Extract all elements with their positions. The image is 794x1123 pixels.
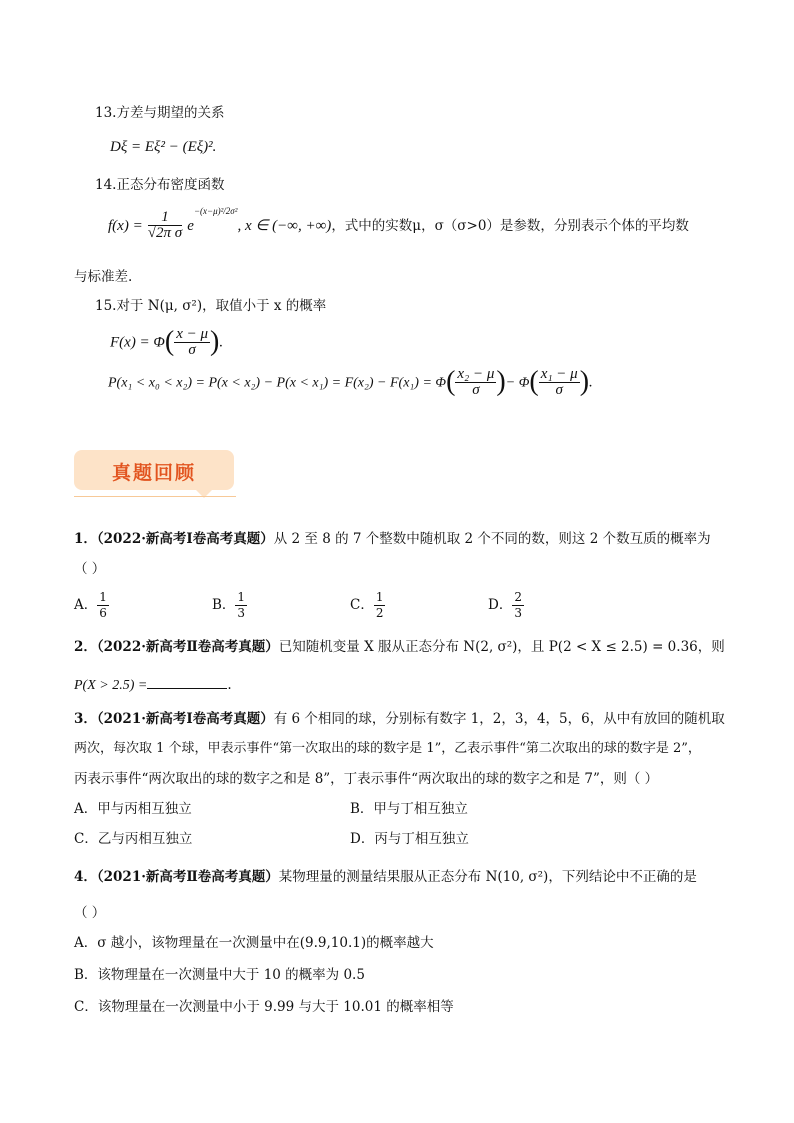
interval-probability-formula: P(x₁ < x₀ < x₂) = P(x < x₂) − P(x < x₁) = F(x₂) − F(x₁) = Φ( $\frac{\text{x₂ − μ}}{\sigma}$ )− Φ( $\frac{\text{x₁ − μ}}{\sigma}$ ). <box>108 365 593 398</box>
question-4 <box>74 868 697 886</box>
question-1-answer-paren: （ ） <box>74 561 106 577</box>
question-4-answer-paren: （ ） <box>74 905 106 921</box>
interval-fraction-1 <box>455 367 496 398</box>
interval-numerator-1: x₂ − μ <box>457 365 495 382</box>
density-exponent: −(x−μ)²/2σ² <box>193 205 238 216</box>
question-2-source: 2．（2022·新高考Ⅱ卷高考真题） <box>74 639 279 655</box>
cdf-formula: F(x) = Φ( $\frac{x - \mu}{\sigma}$ ). <box>110 325 224 358</box>
variance-formula: Dξ = Eξ² − (Eξ)². <box>110 139 217 155</box>
question-1-option-c <box>350 590 385 621</box>
question-4-text: 某物理量的测量结果服从正态分布 N(10, σ²)，下列结论中不正确的是 <box>278 869 697 885</box>
question-1 <box>74 530 711 548</box>
question-1-source: 1．（2022·新高考Ⅰ卷高考真题） <box>74 531 274 547</box>
density-description: ，式中的实数μ，σ（σ>0）是参数，分别表示个体的平均数 <box>331 218 689 234</box>
banner-title: 真题回顾 <box>111 462 196 484</box>
answer-blank[interactable] <box>147 674 227 689</box>
interval-numerator-2: x₁ − μ <box>540 365 578 382</box>
normal-density-formula: f(x) = $\frac{1}{\text{√2π σ}}$ $e^{-(x-\mu)^2/2\sigma^2}$, x ∈ (−∞, +∞)，式中的实数μ，σ（σ>0）是参数，分别表示个体的平均数 <box>108 205 689 241</box>
question-4-option-c: C．该物理量在一次测量中小于 9.99 与大于 10.01 的概率相等 <box>74 999 454 1015</box>
section-13-title: 13.方差与期望的关系 <box>95 105 225 121</box>
option-numerator: 1 <box>237 590 246 604</box>
density-domain: , x ∈ (−∞, +∞) <box>237 218 332 234</box>
question-3-line-3: 丙表示事件“两次取出的球的数字之和是 8”，丁表示事件“两次取出的球的数字之和是 7”，则（ ） <box>74 771 659 787</box>
question-3-option-c: C．乙与丙相互独立 <box>74 831 193 847</box>
interval-fraction-2 <box>539 367 580 398</box>
cdf-numerator: x − μ <box>176 325 208 342</box>
question-2 <box>74 638 725 656</box>
question-1-option-d <box>488 590 524 621</box>
density-fraction <box>148 210 182 241</box>
cdf-left: F(x) = Φ <box>110 334 165 351</box>
option-denominator: 2 <box>375 606 384 620</box>
section-14-title: 14.正态分布密度函数 <box>95 177 225 193</box>
option-label: B． <box>212 597 236 613</box>
interval-denominator-1: σ <box>472 381 480 398</box>
question-3-line-2: 两次，每次取 1 个球，甲表示事件“第一次取出的球的数字是 1”，乙表示事件“第二次取出的球的数字是 2”， <box>74 741 701 756</box>
interval-minus: − Φ <box>505 375 530 391</box>
fx-label: f(x) = <box>108 218 143 234</box>
option-numerator: 2 <box>514 590 522 604</box>
interval-left: P(x₁ < x₀ < x₂) = P(x < x₂) − P(x < x₁) = F(x₂) − F(x₁) = Φ <box>108 375 447 391</box>
question-2-line-2 <box>74 674 232 695</box>
question-4-option-b: B．该物理量在一次测量中大于 10 的概率为 0.5 <box>74 967 365 983</box>
question-4-source: 4．（2021·新高考Ⅱ卷高考真题） <box>74 869 279 885</box>
option-numerator: 1 <box>99 590 107 604</box>
question-3 <box>74 710 725 728</box>
section-banner <box>74 450 234 490</box>
question-3-text: 有 6 个相同的球，分别标有数字 1，2，3，4，5，6，从中有放回的随机取 <box>273 711 725 727</box>
question-1-option-a <box>74 590 109 621</box>
question-2-text: 已知随机变量 X 服从正态分布 N(2, σ²)，且 P(2 < X ≤ 2.5) = 0.36，则 <box>278 639 725 655</box>
question-2-end: . <box>227 677 232 693</box>
density-denominator: √2π σ <box>147 225 183 241</box>
question-1-option-b <box>212 590 247 621</box>
question-3-option-b: B．甲与丁相互独立 <box>350 801 468 817</box>
question-1-text: 从 2 至 8 的 7 个整数中随机取 2 个不同的数，则这 2 个数互质的概率为 <box>273 531 711 547</box>
question-4-option-a: A．σ 越小，该物理量在一次测量中在(9.9,10.1)的概率越大 <box>74 935 434 951</box>
interval-denominator-2: σ <box>555 381 563 398</box>
question-3-option-a: A．甲与丙相互独立 <box>74 801 192 817</box>
option-denominator: 3 <box>237 606 246 620</box>
option-numerator: 1 <box>375 590 384 604</box>
section-15-title: 15.对于 N(μ, σ²)，取值小于 x 的概率 <box>95 298 327 314</box>
option-label: C． <box>350 597 374 613</box>
cdf-fraction <box>174 327 210 358</box>
density-numerator: 1 <box>148 210 182 226</box>
option-label: D． <box>488 597 513 613</box>
cdf-denominator: σ <box>188 341 196 358</box>
question-2-expression: P(X > 2.5) = <box>74 678 148 693</box>
density-description-end: 与标准差. <box>74 269 133 285</box>
option-label: A． <box>74 597 98 613</box>
option-denominator: 3 <box>514 606 522 620</box>
question-3-source: 3．（2021·新高考Ⅰ卷高考真题） <box>74 711 274 727</box>
banner-underline <box>74 496 236 497</box>
option-denominator: 6 <box>99 606 107 620</box>
question-3-option-d: D．丙与丁相互独立 <box>350 831 469 847</box>
